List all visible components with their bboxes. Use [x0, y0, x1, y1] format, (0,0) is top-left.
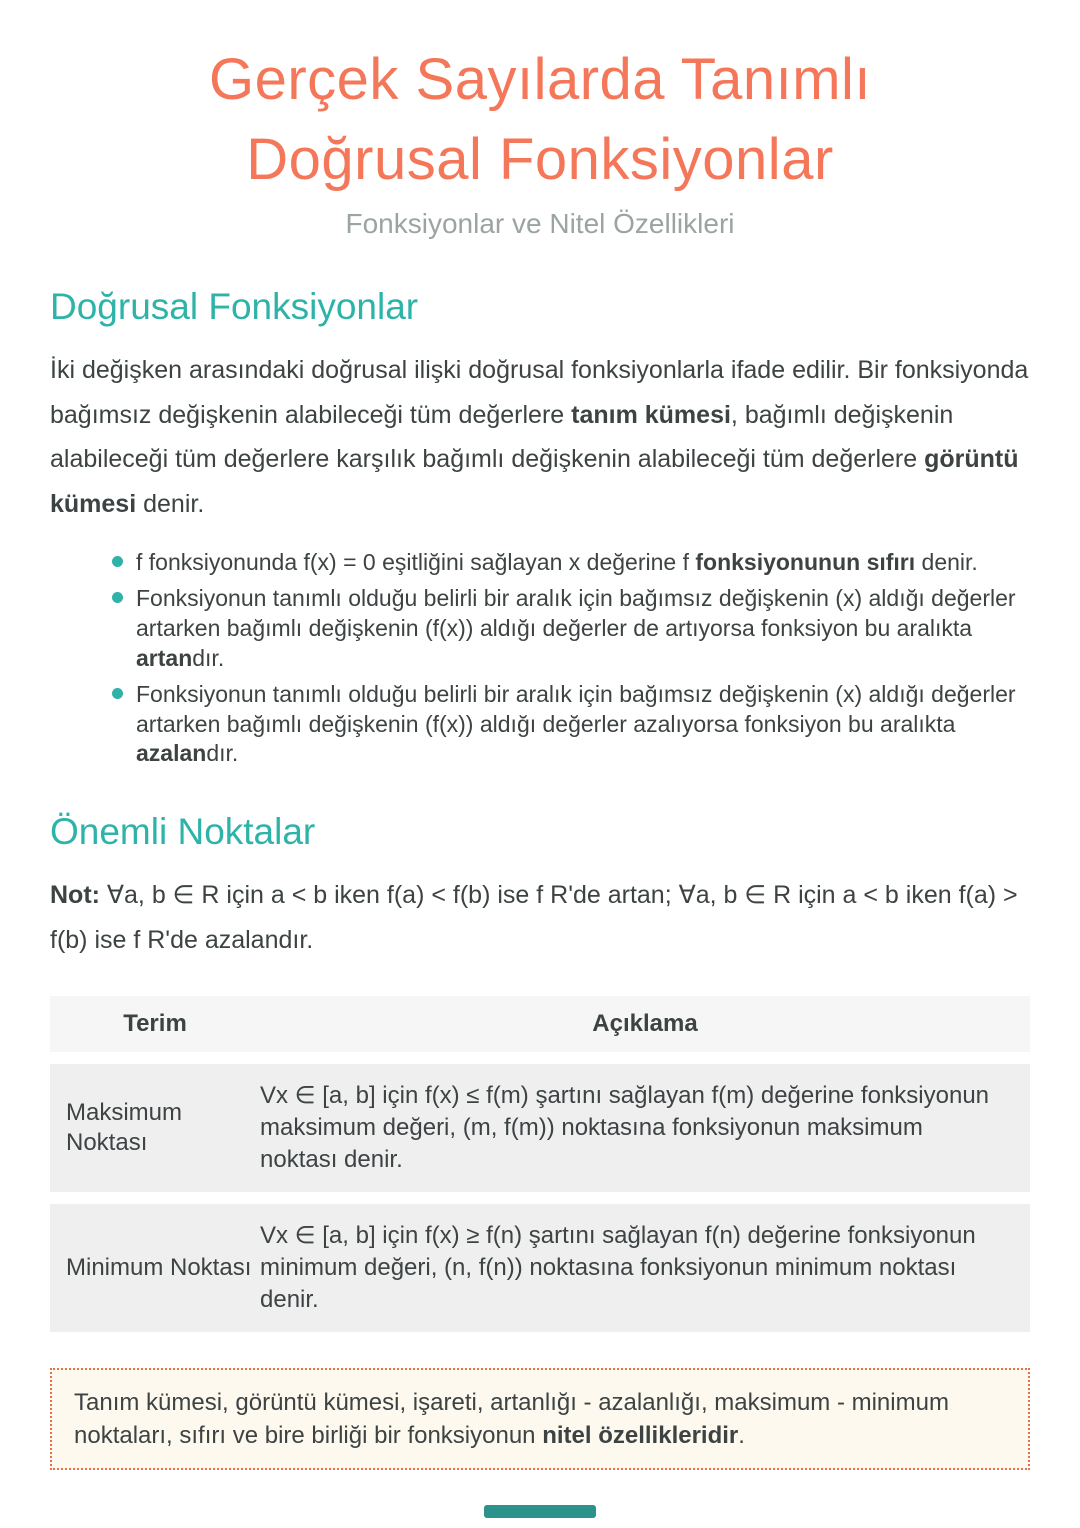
table-header-aciklama: Açıklama [592, 1010, 698, 1038]
table-header-row [50, 996, 1030, 1052]
note-paragraph: Not: ∀a, b ∈ R için a < b iken f(a) < f(b) ise f R'de artan; ∀a, b ∈ R için a < b iken f(a) > f(b) ise f R'de azalandır. [50, 881, 1018, 954]
intro-paragraph: İki değişken arasındaki doğrusal ilişki doğrusal fonksiyonlarla ifade edilir. Bir fonksiyonda bağımsız değişkenin alabileceği tüm değerlere tanım kümesi, bağımlı değişkenin alabileceği tüm değerlere karşılık bağımlı değişkenin alabileceği tüm değerlere görüntü kümesi denir. [50, 356, 1029, 518]
bullet-icon [112, 688, 123, 699]
page-title [50, 40, 1030, 200]
page-title-line2: Doğrusal Fonksiyonlar [246, 127, 834, 193]
table-cell-description: Vx ∈ [a, b] için f(x) ≥ f(n) şartını sağlayan f(n) değerine fonksiyonun minimum değeri, (n, f(n)) noktasına fonksiyonun minimum noktası denir. [260, 1222, 976, 1313]
bullet-list [50, 548, 1030, 769]
table-cell-term: Maksimum Noktası [66, 1099, 183, 1157]
table-cell-description: Vx ∈ [a, b] için f(x) ≤ f(m) şartını sağlayan f(m) değerine fonksiyonun maksimum değeri, (m, f(m)) noktasına fonksiyonun maksimum noktası denir. [260, 1082, 990, 1174]
page-subtitle: Fonksiyonlar ve Nitel Özellikleri [345, 208, 735, 240]
bullet-icon [112, 556, 123, 567]
list-item [112, 548, 1030, 578]
callout-text: Tanım kümesi, görüntü kümesi, işareti, artanlığı - azalanlığı, maksimum - minimum noktaları, sıfırı ve bire birliği bir fonksiyonun nitel özellikleridir. [74, 1388, 949, 1449]
bullet-icon [112, 592, 123, 603]
section-heading-dogrusal-fonksiyonlar: Doğrusal Fonksiyonlar [50, 286, 419, 328]
list-item [112, 584, 1030, 674]
table-row-minimum [50, 1204, 1030, 1332]
table-row-maksimum [50, 1064, 1030, 1192]
list-item [112, 680, 1030, 770]
section-heading-onemli-noktalar: Önemli Noktalar [50, 811, 316, 853]
callout-box [50, 1368, 1030, 1470]
table-header-terim: Terim [123, 1010, 187, 1038]
list-item-text: f fonksiyonunda f(x) = 0 eşitliğini sağlayan x değerine f fonksiyonunun sıfırı denir. [136, 549, 978, 576]
bottom-accent-bar [484, 1505, 596, 1518]
table-cell-term: Minimum Noktası [66, 1253, 252, 1281]
list-item-text: Fonksiyonun tanımlı olduğu belirli bir aralık için bağımsız değişkenin (x) aldığı değerler artarken bağımlı değişkenin (f(x)) aldığı değerler azalıyorsa fonksiyon bu aralıkta azalandır. [136, 680, 1016, 767]
page-title-line1: Gerçek Sayılarda Tanımlı [208, 47, 872, 112]
list-item-text: Fonksiyonun tanımlı olduğu belirli bir aralık için bağımsız değişkenin (x) aldığı değerler artarken bağımlı değişkenin (f(x)) aldığı değerler de artıyorsa fonksiyon bu aralıkta artandır. [136, 584, 1016, 671]
terms-table [50, 996, 1030, 1331]
